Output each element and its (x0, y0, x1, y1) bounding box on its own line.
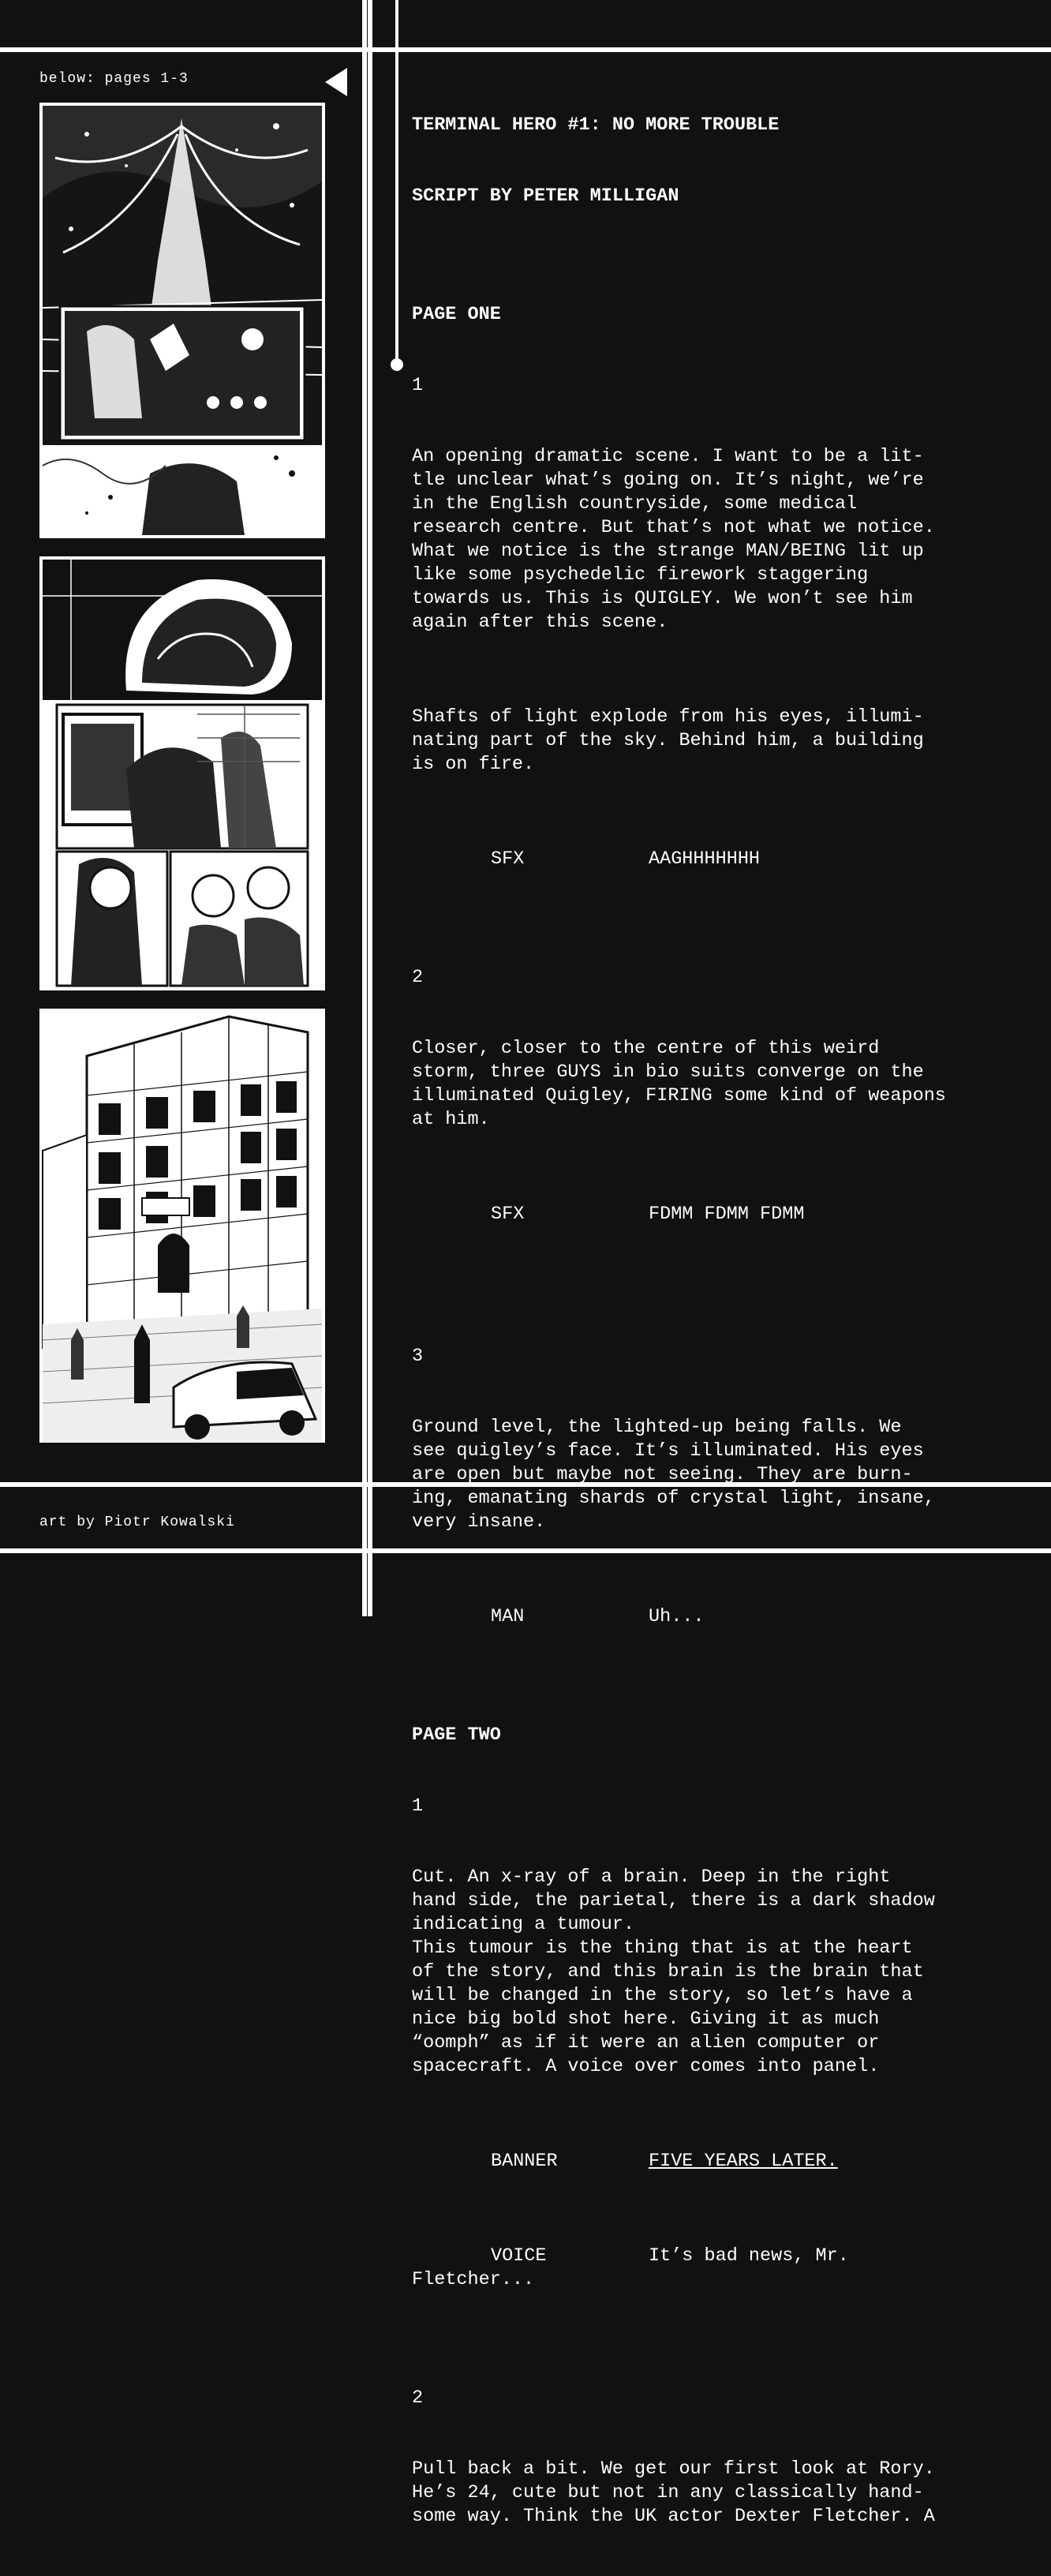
panel-description: Cut. An x-ray of a brain. Deep in the right hand side, the parietal, there is a dark shadow indicating a tumour. This tumour is the thing that is at the heart of the story, and this brain is the brain that will be changed in the story, so let’s have a nice big bold shot here. Giving it as much “oomph” as if it were an alien computer or spacecraft. A voice over comes into panel. (412, 1866, 935, 2077)
timeline-marker-dot-icon (391, 358, 403, 371)
page-2-art (39, 556, 325, 990)
timeline-marker-line (395, 0, 398, 365)
page-1-art (39, 103, 325, 538)
script-title: TERMINAL HERO #1: NO MORE TROUBLE (412, 114, 780, 136)
pages-caption: below: pages 1-3 (39, 71, 189, 87)
page-two-heading: PAGE TWO (412, 1724, 501, 1746)
sfx-line (491, 1203, 1043, 1226)
dialog-label: VOICE (491, 2245, 547, 2267)
panel-description: Closer, closer to the centre of this weird storm, three GUYS in bio suits converge on the illuminated Quigley, FIRING some kind of weapons at him. (412, 1038, 946, 1130)
banner-text: FIVE YEARS LATER. (649, 2151, 838, 2172)
sfx-label: SFX (491, 848, 525, 870)
comic-page-2-thumbnail (39, 556, 325, 990)
triangle-left-icon (325, 68, 347, 96)
panel-number: 3 (412, 1346, 424, 1367)
column-divider-left (362, 0, 367, 1616)
panel-description: An opening dramatic scene. I want to be a lit- tle unclear what’s going on. It’s night, we’re in the English countryside, some medical research centre. But that’s not what we notice. What we notice is the strange MAN/BEING lit up like some psychedelic firework staggering towards us. This is QUIGLEY. We won’t see him again after this scene. (412, 446, 935, 633)
banner-label: BANNER (491, 2151, 558, 2172)
comic-page-3-thumbnail (39, 1009, 325, 1443)
sfx-label: SFX (491, 1204, 525, 1225)
panel-number: 1 (412, 375, 424, 396)
sfx-line (491, 848, 1043, 871)
bottom-rule-2 (0, 1548, 1051, 1553)
dialog-label: MAN (491, 1606, 525, 1627)
dialog-text: Uh... (649, 1606, 705, 1627)
top-rule (0, 47, 1051, 52)
banner-line (491, 2150, 1043, 2174)
panel-description: Shafts of light explode from his eyes, illumi- nating part of the sky. Behind him, a building is on fire. (412, 706, 924, 775)
dialog-line (491, 1605, 1043, 1629)
panel-number: 2 (412, 2387, 424, 2409)
dialog-text: It’s bad news, Mr. Fletcher... (412, 2245, 849, 2290)
page-3-art (39, 1009, 325, 1443)
script-text (412, 66, 1043, 2527)
art-credit: art by Piotr Kowalski (39, 1515, 235, 1530)
panel-number: 1 (412, 1795, 424, 1817)
dialog-line (412, 2245, 1043, 2292)
sfx-text: AAGHHHHHHH (649, 848, 761, 870)
script-author: SCRIPT BY PETER MILLIGAN (412, 185, 679, 207)
column-divider-right (368, 0, 372, 1616)
sfx-text: FDMM FDMM FDMM (649, 1204, 805, 1225)
comic-page-1-thumbnail (39, 103, 325, 538)
panel-number: 2 (412, 967, 424, 988)
page-one-heading: PAGE ONE (412, 304, 501, 325)
panel-description: Ground level, the lighted-up being falls. We see quigley’s face. It’s illuminated. His eyes are open but maybe not seeing. They are burn- ing, emanating shards of crystal light, insane, very insane. (412, 1417, 935, 1533)
panel-description: Pull back a bit. We get our first look at Rory. He’s 24, cute but not in any classically hand- some way. Think the UK actor Dexter Fletcher. A (412, 2458, 935, 2527)
